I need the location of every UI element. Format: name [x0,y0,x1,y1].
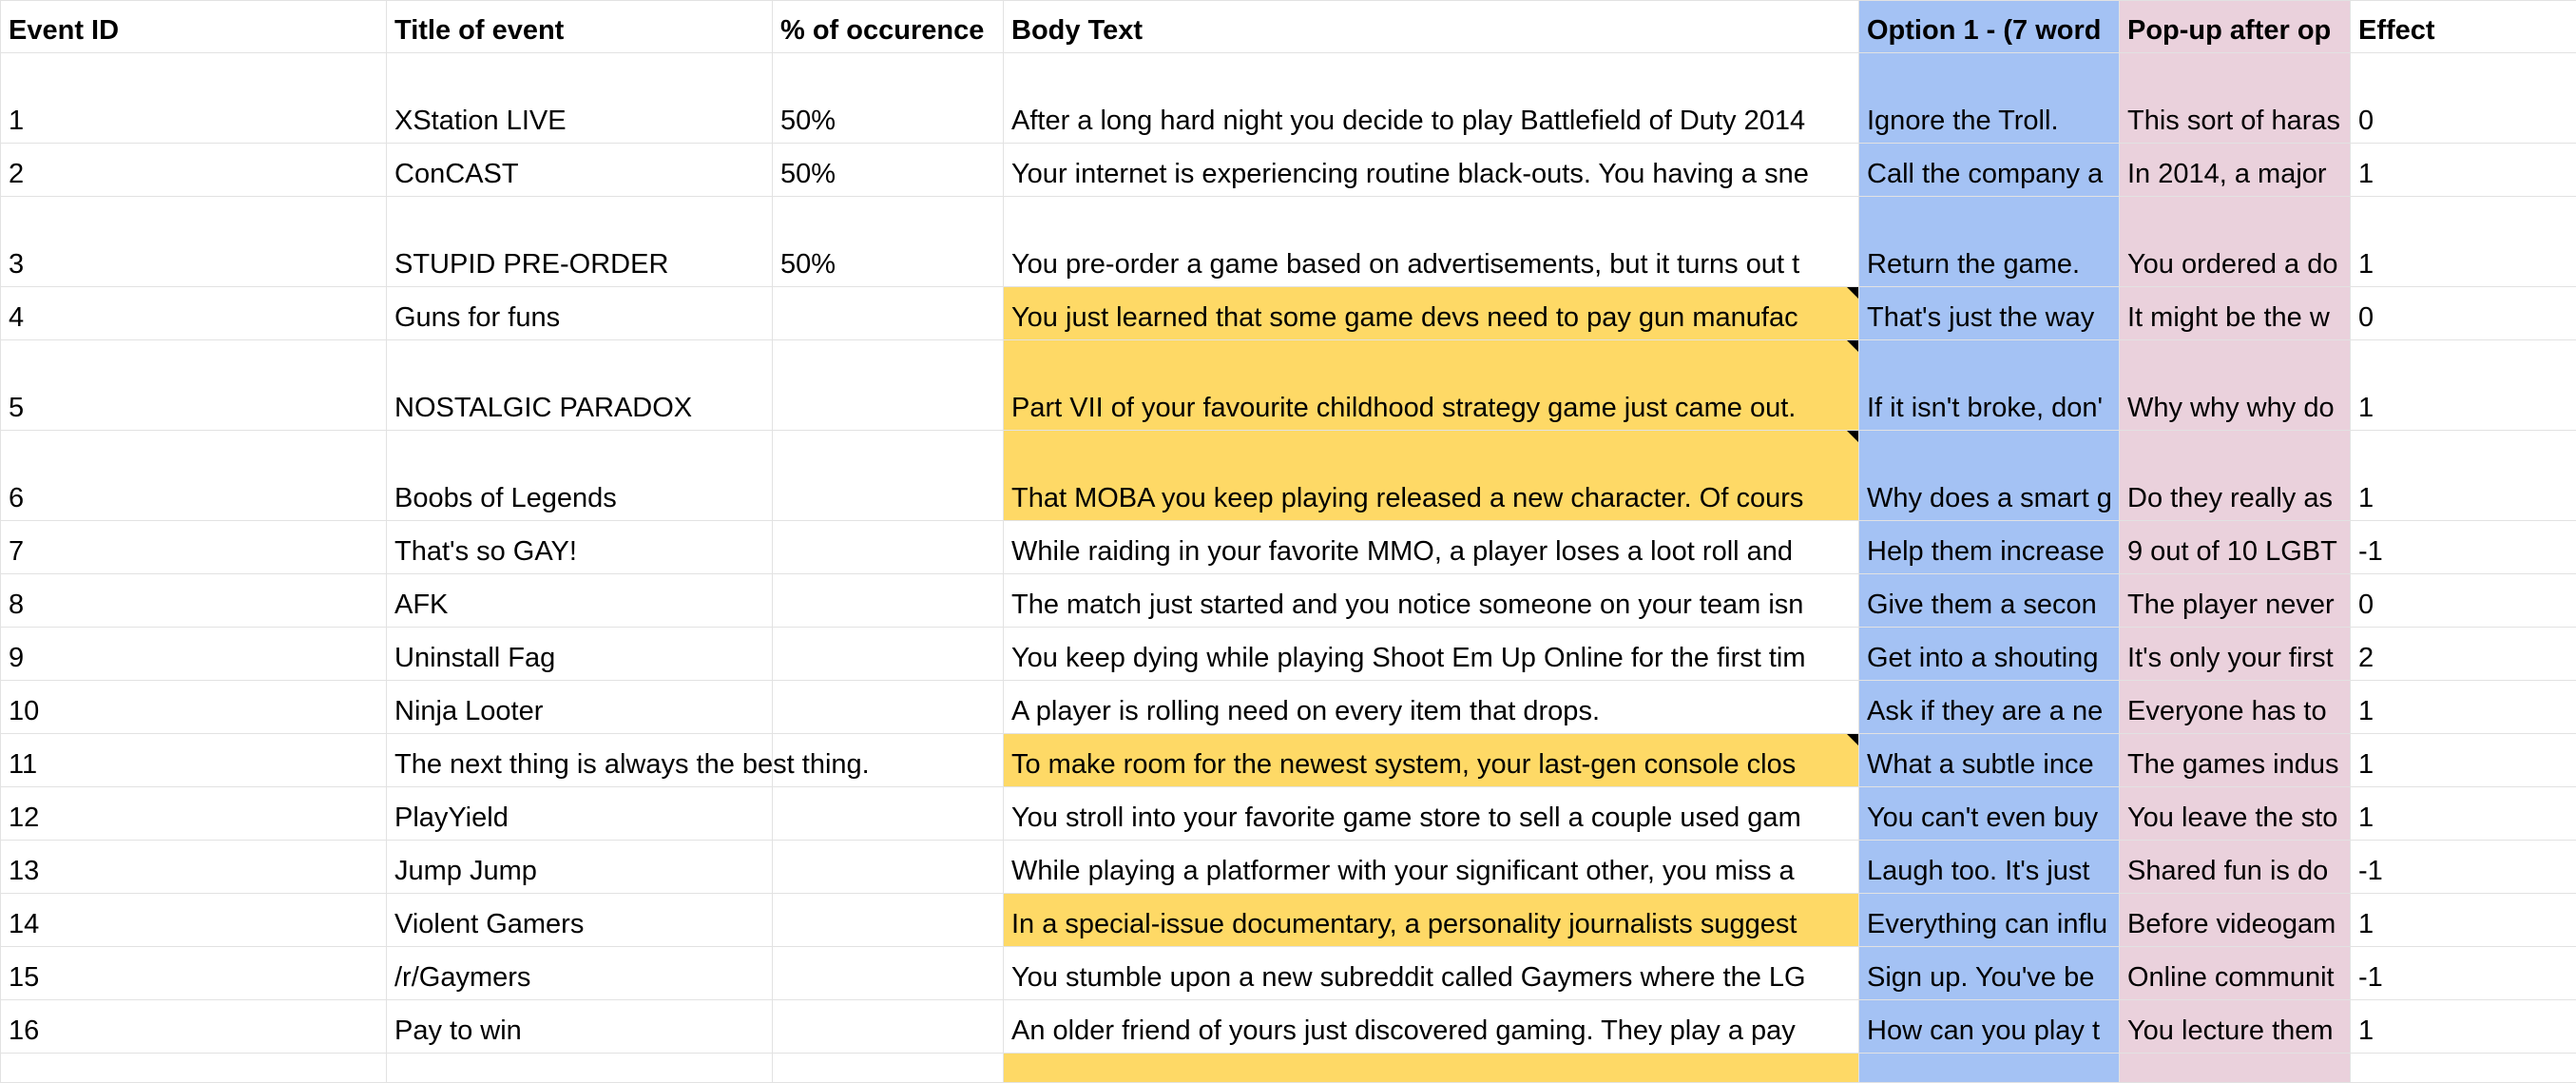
cell-popup[interactable]: Shared fun is do [2120,841,2351,894]
header-effect[interactable]: Effect [2351,1,2576,53]
cell-title[interactable]: Jump Jump [387,841,773,894]
table-row [1,144,2576,197]
cell-popup[interactable]: It might be the w [2120,287,2351,340]
cell-occurrence[interactable] [773,734,1004,787]
cell-occurrence[interactable] [773,1054,1004,1083]
cell-effect[interactable]: 0 [2351,53,2576,144]
cell-title[interactable]: Pay to win [387,1000,773,1054]
cell-body-text[interactable]: An older friend of yours just discovered gaming. They play a pay [1004,1000,1859,1054]
cell-occurrence[interactable] [773,841,1004,894]
cell-popup[interactable]: Before videogam [2120,894,2351,947]
cell-occurrence[interactable] [773,1000,1004,1054]
cell-option-1[interactable]: Help them increase [1859,521,2120,574]
cell-occurrence[interactable] [773,947,1004,1000]
cell-option-1[interactable]: Get into a shouting [1859,628,2120,681]
cell-title[interactable]: ConCAST [387,144,773,197]
table-row [1,681,2576,734]
table-row [1,340,2576,431]
cell-body-text[interactable]: The match just started and you notice someone on your team isn [1004,574,1859,628]
cell-body-text[interactable] [1004,1054,1859,1083]
cell-occurrence[interactable] [773,574,1004,628]
cell-occurrence[interactable]: 50% [773,144,1004,197]
cell-option-1[interactable]: That's just the way [1859,287,2120,340]
cell-occurrence[interactable]: 50% [773,197,1004,287]
cell-body-text[interactable]: You keep dying while playing Shoot Em Up Online for the first tim [1004,628,1859,681]
cell-effect[interactable]: 1 [2351,734,2576,787]
cell-option-1[interactable]: What a subtle ince [1859,734,2120,787]
cell-title[interactable]: Guns for funs [387,287,773,340]
cell-effect[interactable]: 1 [2351,1000,2576,1054]
cell-effect[interactable]: 1 [2351,787,2576,841]
cell-event-id[interactable]: 12 [1,787,387,841]
table-row [1,894,2576,947]
cell-event-id[interactable]: 5 [1,340,387,431]
table-row [1,431,2576,521]
cell-title[interactable] [387,1054,773,1083]
cell-option-1[interactable]: Everything can influ [1859,894,2120,947]
table-row [1,521,2576,574]
cell-option-1[interactable]: Ask if they are a ne [1859,681,2120,734]
cell-event-id[interactable]: 3 [1,197,387,287]
cell-effect[interactable]: -1 [2351,521,2576,574]
cell-effect[interactable]: -1 [2351,947,2576,1000]
cell-option-1[interactable]: Why does a smart g [1859,431,2120,521]
cell-effect[interactable]: 1 [2351,894,2576,947]
cell-title[interactable]: Boobs of Legends [387,431,773,521]
cell-occurrence[interactable] [773,628,1004,681]
cell-title[interactable]: Violent Gamers [387,894,773,947]
cell-body-text[interactable]: Your internet is experiencing routine black-outs. You having a sne [1004,144,1859,197]
header-option-1[interactable]: Option 1 - (7 word [1859,1,2120,53]
cell-option-1[interactable]: Return the game. [1859,197,2120,287]
cell-title[interactable]: Ninja Looter [387,681,773,734]
cell-event-id[interactable]: 6 [1,431,387,521]
header-occurrence[interactable]: % of occurence [773,1,1004,53]
cell-popup[interactable]: It's only your first [2120,628,2351,681]
cell-popup[interactable]: You lecture them [2120,1000,2351,1054]
cell-popup[interactable]: Online communit [2120,947,2351,1000]
cell-title[interactable]: The next thing is always the best thing. [387,734,773,787]
cell-popup[interactable]: You leave the sto [2120,787,2351,841]
cell-body-text[interactable]: While playing a platformer with your significant other, you miss a [1004,841,1859,894]
cell-effect[interactable] [2351,1054,2576,1083]
cell-event-id[interactable]: 7 [1,521,387,574]
header-title[interactable]: Title of event [387,1,773,53]
cell-effect[interactable]: 0 [2351,287,2576,340]
cell-body-text[interactable]: You pre-order a game based on advertisements, but it turns out t [1004,197,1859,287]
cell-text: You just learned that some game devs need to pay gun manufac [1011,302,1798,333]
cell-effect[interactable]: 1 [2351,431,2576,521]
comment-indicator-icon[interactable] [1847,734,1858,745]
cell-occurrence[interactable] [773,287,1004,340]
table-row [1,1000,2576,1054]
cell-popup[interactable]: 9 out of 10 LGBT [2120,521,2351,574]
cell-popup[interactable]: In 2014, a major [2120,144,2351,197]
cell-option-1[interactable]: Call the company a [1859,144,2120,197]
cell-popup[interactable]: You ordered a do [2120,197,2351,287]
cell-effect[interactable]: 1 [2351,144,2576,197]
cell-event-id[interactable]: 15 [1,947,387,1000]
cell-effect[interactable]: 0 [2351,574,2576,628]
cell-event-id[interactable]: 2 [1,144,387,197]
cell-option-1[interactable]: You can't even buy [1859,787,2120,841]
comment-indicator-icon[interactable] [1847,287,1858,299]
cell-event-id[interactable]: 10 [1,681,387,734]
cell-effect[interactable]: 1 [2351,197,2576,287]
cell-event-id[interactable]: 1 [1,53,387,144]
cell-option-1[interactable]: How can you play t [1859,1000,2120,1054]
cell-occurrence[interactable] [773,340,1004,431]
cell-occurrence[interactable] [773,431,1004,521]
cell-option-1[interactable] [1859,1054,2120,1083]
table-row [1,287,2576,340]
cell-event-id[interactable]: 4 [1,287,387,340]
cell-popup[interactable] [2120,1054,2351,1083]
cell-body-text[interactable] [1004,734,1859,787]
cell-text: That MOBA you keep playing released a new character. Of cours [1011,483,1803,513]
cell-event-id[interactable]: 11 [1,734,387,787]
table-row [1,197,2576,287]
cell-title[interactable]: Uninstall Fag [387,628,773,681]
cell-event-id[interactable]: 13 [1,841,387,894]
cell-event-id[interactable]: 9 [1,628,387,681]
cell-body-text[interactable] [1004,340,1859,431]
cell-occurrence[interactable] [773,787,1004,841]
table-row [1,947,2576,1000]
header-event-id[interactable]: Event ID [1,1,387,53]
cell-popup[interactable]: The games indus [2120,734,2351,787]
table-row [1,628,2576,681]
cell-occurrence[interactable] [773,894,1004,947]
cell-body-text[interactable] [1004,287,1859,340]
cell-option-1[interactable]: Laugh too. It's just [1859,841,2120,894]
header-popup[interactable]: Pop-up after op [2120,1,2351,53]
cell-effect[interactable]: 2 [2351,628,2576,681]
cell-body-text[interactable]: You stumble upon a new subreddit called Gaymers where the LG [1004,947,1859,1000]
table-row [1,787,2576,841]
cell-option-1[interactable]: Give them a secon [1859,574,2120,628]
comment-indicator-icon[interactable] [1847,431,1858,442]
cell-occurrence[interactable] [773,521,1004,574]
cell-body-text[interactable]: In a special-issue documentary, a personality journalists suggest [1004,894,1859,947]
cell-popup[interactable]: Why why why do [2120,340,2351,431]
cell-effect[interactable]: 1 [2351,340,2576,431]
cell-body-text[interactable]: You stroll into your favorite game store to sell a couple used gam [1004,787,1859,841]
cell-popup[interactable]: This sort of haras [2120,53,2351,144]
cell-popup[interactable]: Do they really as [2120,431,2351,521]
cell-text: Part VII of your favourite childhood strategy game just came out. [1011,393,1796,423]
header-row [1,1,2576,53]
cell-event-id[interactable] [1,1054,387,1083]
cell-body-text[interactable] [1004,431,1859,521]
cell-option-1[interactable]: Sign up. You've be [1859,947,2120,1000]
cell-title[interactable]: XStation LIVE [387,53,773,144]
header-body-text[interactable]: Body Text [1004,1,1859,53]
cell-text: To make room for the newest system, your last-gen console clos [1011,749,1796,780]
table-row [1,574,2576,628]
cell-option-1[interactable]: If it isn't broke, don' [1859,340,2120,431]
cell-title[interactable]: STUPID PRE-ORDER [387,197,773,287]
table-row [1,734,2576,787]
cell-occurrence[interactable] [773,681,1004,734]
cell-effect[interactable]: 1 [2351,681,2576,734]
table-row [1,53,2576,144]
cell-effect[interactable]: -1 [2351,841,2576,894]
cell-option-1[interactable]: Ignore the Troll. [1859,53,2120,144]
table-row [1,1054,2576,1083]
cell-event-id[interactable]: 16 [1,1000,387,1054]
cell-occurrence[interactable]: 50% [773,53,1004,144]
cell-body-text[interactable]: A player is rolling need on every item that drops. [1004,681,1859,734]
cell-title[interactable]: NOSTALGIC PARADOX [387,340,773,431]
cell-event-id[interactable]: 8 [1,574,387,628]
comment-indicator-icon[interactable] [1847,340,1858,352]
cell-title[interactable]: PlayYield [387,787,773,841]
table-row [1,841,2576,894]
cell-popup[interactable]: The player never [2120,574,2351,628]
cell-body-text[interactable]: While raiding in your favorite MMO, a player loses a loot roll and [1004,521,1859,574]
cell-event-id[interactable]: 14 [1,894,387,947]
cell-popup[interactable]: Everyone has to [2120,681,2351,734]
cell-title[interactable]: That's so GAY! [387,521,773,574]
cell-title[interactable]: /r/Gaymers [387,947,773,1000]
cell-title[interactable]: AFK [387,574,773,628]
cell-body-text[interactable]: After a long hard night you decide to play Battlefield of Duty 2014 [1004,53,1859,144]
